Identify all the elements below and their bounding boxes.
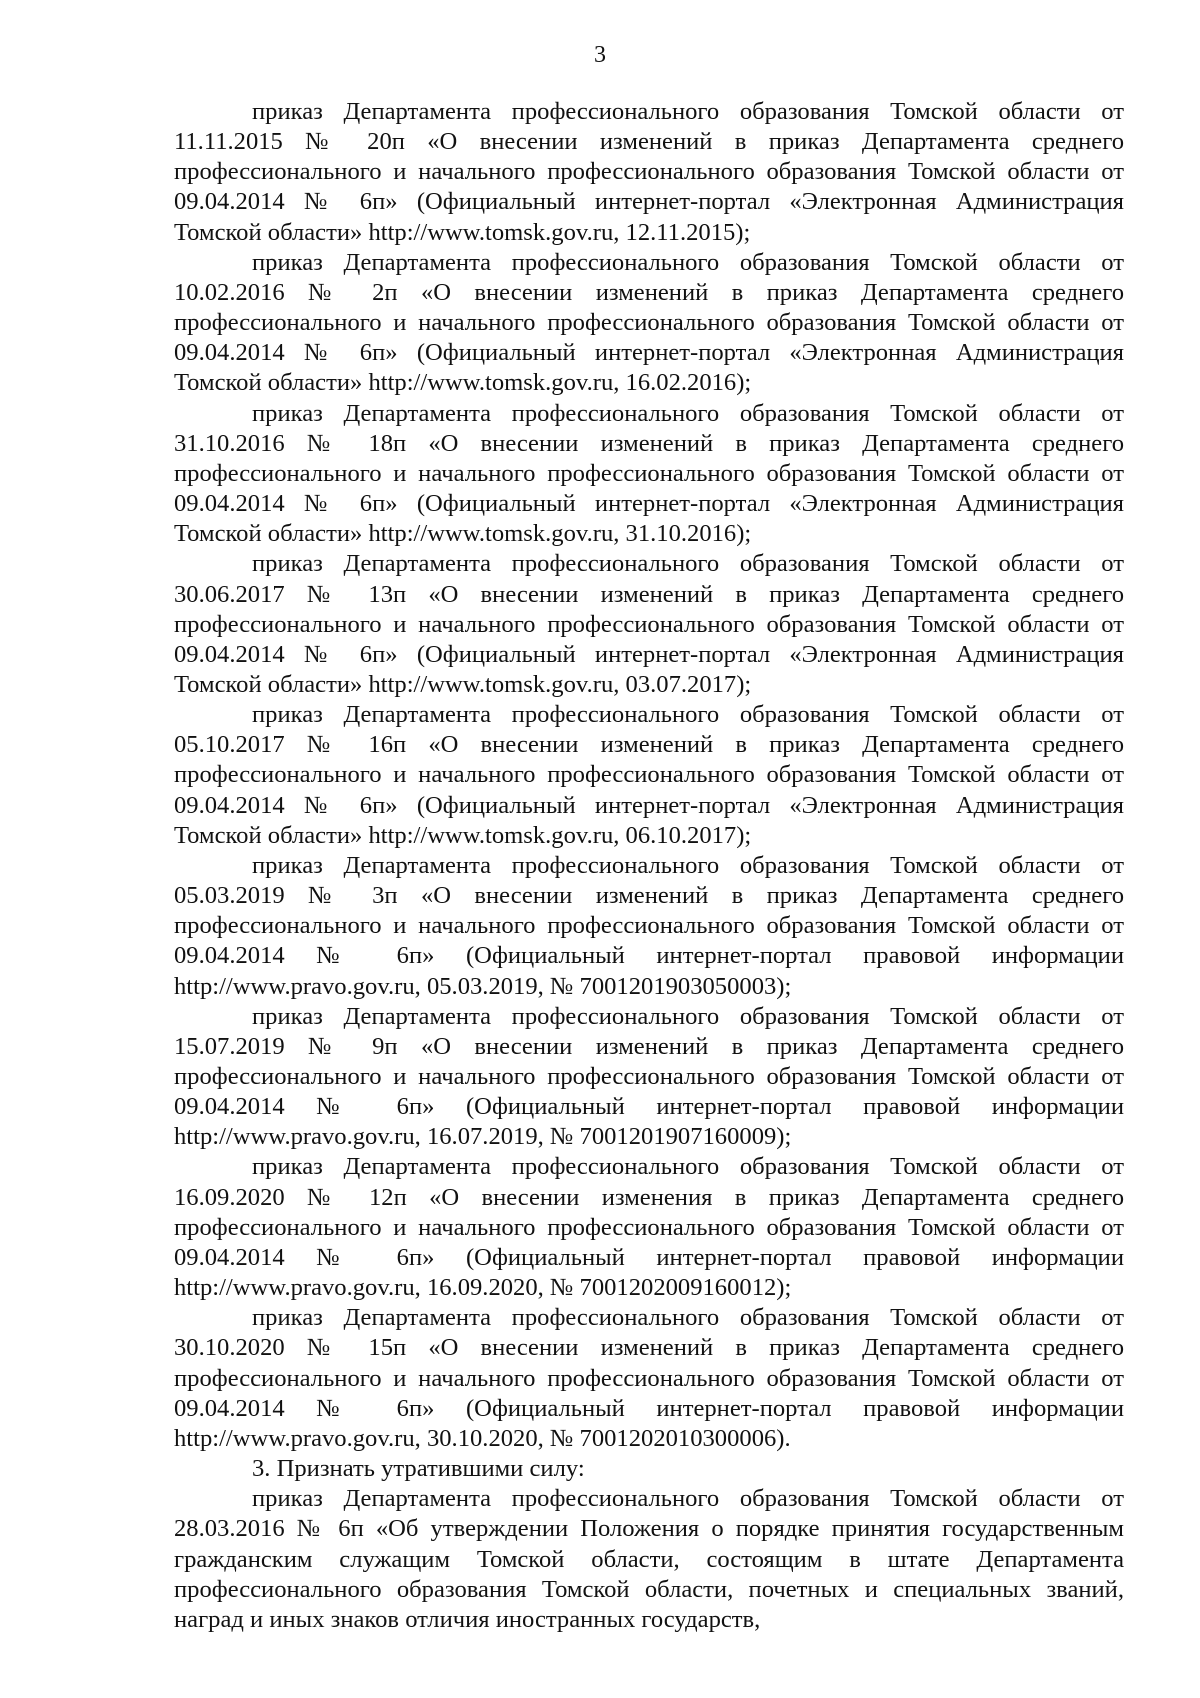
document-body <box>174 97 1124 1635</box>
paragraph: приказ Департамента профессионального образования Томской области от 31.10.2016 № 18п «О внесении изменений в приказ Департамента среднего профессионального и начального профессионального образования Томской области от 09.04.2014 № 6п» (Официальный интернет-портал «Электронная Администрация Томской области» http://www.tomsk.gov.ru, 31.10.2016); <box>174 399 1124 548</box>
paragraph: приказ Департамента профессионального образования Томской области от 15.07.2019 № 9п «О внесении изменений в приказ Департамента среднего профессионального и начального профессионального образования Томской области от 09.04.2014 № 6п» (Официальный интернет-портал правовой информации http://www.pravo.gov.ru, 16.07.2019, № 7001201907160009); <box>174 1002 1124 1151</box>
paragraph: приказ Департамента профессионального образования Томской области от 11.11.2015 № 20п «О внесении изменений в приказ Департамента среднего профессионального и начального профессионального образования Томской области от 09.04.2014 № 6п» (Официальный интернет-портал «Электронная Администрация Томской области» http://www.tomsk.gov.ru, 12.11.2015); <box>174 98 1124 246</box>
paragraph: приказ Департамента профессионального образования Томской области от 05.03.2019 № 3п «О внесении изменений в приказ Департамента среднего профессионального и начального профессионального образования Томской области от 09.04.2014 № 6п» (Официальный интернет-портал правовой информации http://www.pravo.gov.ru, 05.03.2019, № 7001201903050003); <box>174 851 1124 1000</box>
paragraph: приказ Департамента профессионального образования Томской области от 05.10.2017 № 16п «О внесении изменений в приказ Департамента среднего профессионального и начального профессионального образования Томской области от 09.04.2014 № 6п» (Официальный интернет-портал «Электронная Администрация Томской области» http://www.tomsk.gov.ru, 06.10.2017); <box>174 701 1124 849</box>
paragraph: приказ Департамента профессионального образования Томской области от 28.03.2016 № 6п «Об утверждении Положения о порядке принятия государственным гражданским служащим Томской области, состоящим в штате Департамента профессионального образования Томской области, почетных и специальных званий, наград и иных знаков отличия иностранных государств, <box>174 1485 1124 1633</box>
page-number: 3 <box>594 42 606 68</box>
paragraph: приказ Департамента профессионального образования Томской области от 30.10.2020 № 15п «О внесении изменений в приказ Департамента среднего профессионального и начального профессионального образования Томской области от 09.04.2014 № 6п» (Официальный интернет-портал правовой информации http://www.pravo.gov.ru, 30.10.2020, № 7001202010300006). <box>174 1304 1124 1452</box>
paragraph: приказ Департамента профессионального образования Томской области от 16.09.2020 № 12п «О внесении изменения в приказ Департамента среднего профессионального и начального профессионального образования Томской области от 09.04.2014 № 6п» (Официальный интернет-портал правовой информации http://www.pravo.gov.ru, 16.09.2020, № 7001202009160012); <box>174 1153 1124 1302</box>
section-heading: 3. Признать утратившими силу: <box>252 1455 585 1483</box>
paragraph: приказ Департамента профессионального образования Томской области от 30.06.2017 № 13п «О внесении изменений в приказ Департамента среднего профессионального и начального профессионального образования Томской области от 09.04.2014 № 6п» (Официальный интернет-портал «Электронная Администрация Томской области» http://www.tomsk.gov.ru, 03.07.2017); <box>174 550 1124 698</box>
paragraph: приказ Департамента профессионального образования Томской области от 10.02.2016 № 2п «О внесении изменений в приказ Департамента среднего профессионального и начального профессионального образования Томской области от 09.04.2014 № 6п» (Официальный интернет-портал «Электронная Администрация Томской области» http://www.tomsk.gov.ru, 16.02.2016); <box>174 248 1124 397</box>
